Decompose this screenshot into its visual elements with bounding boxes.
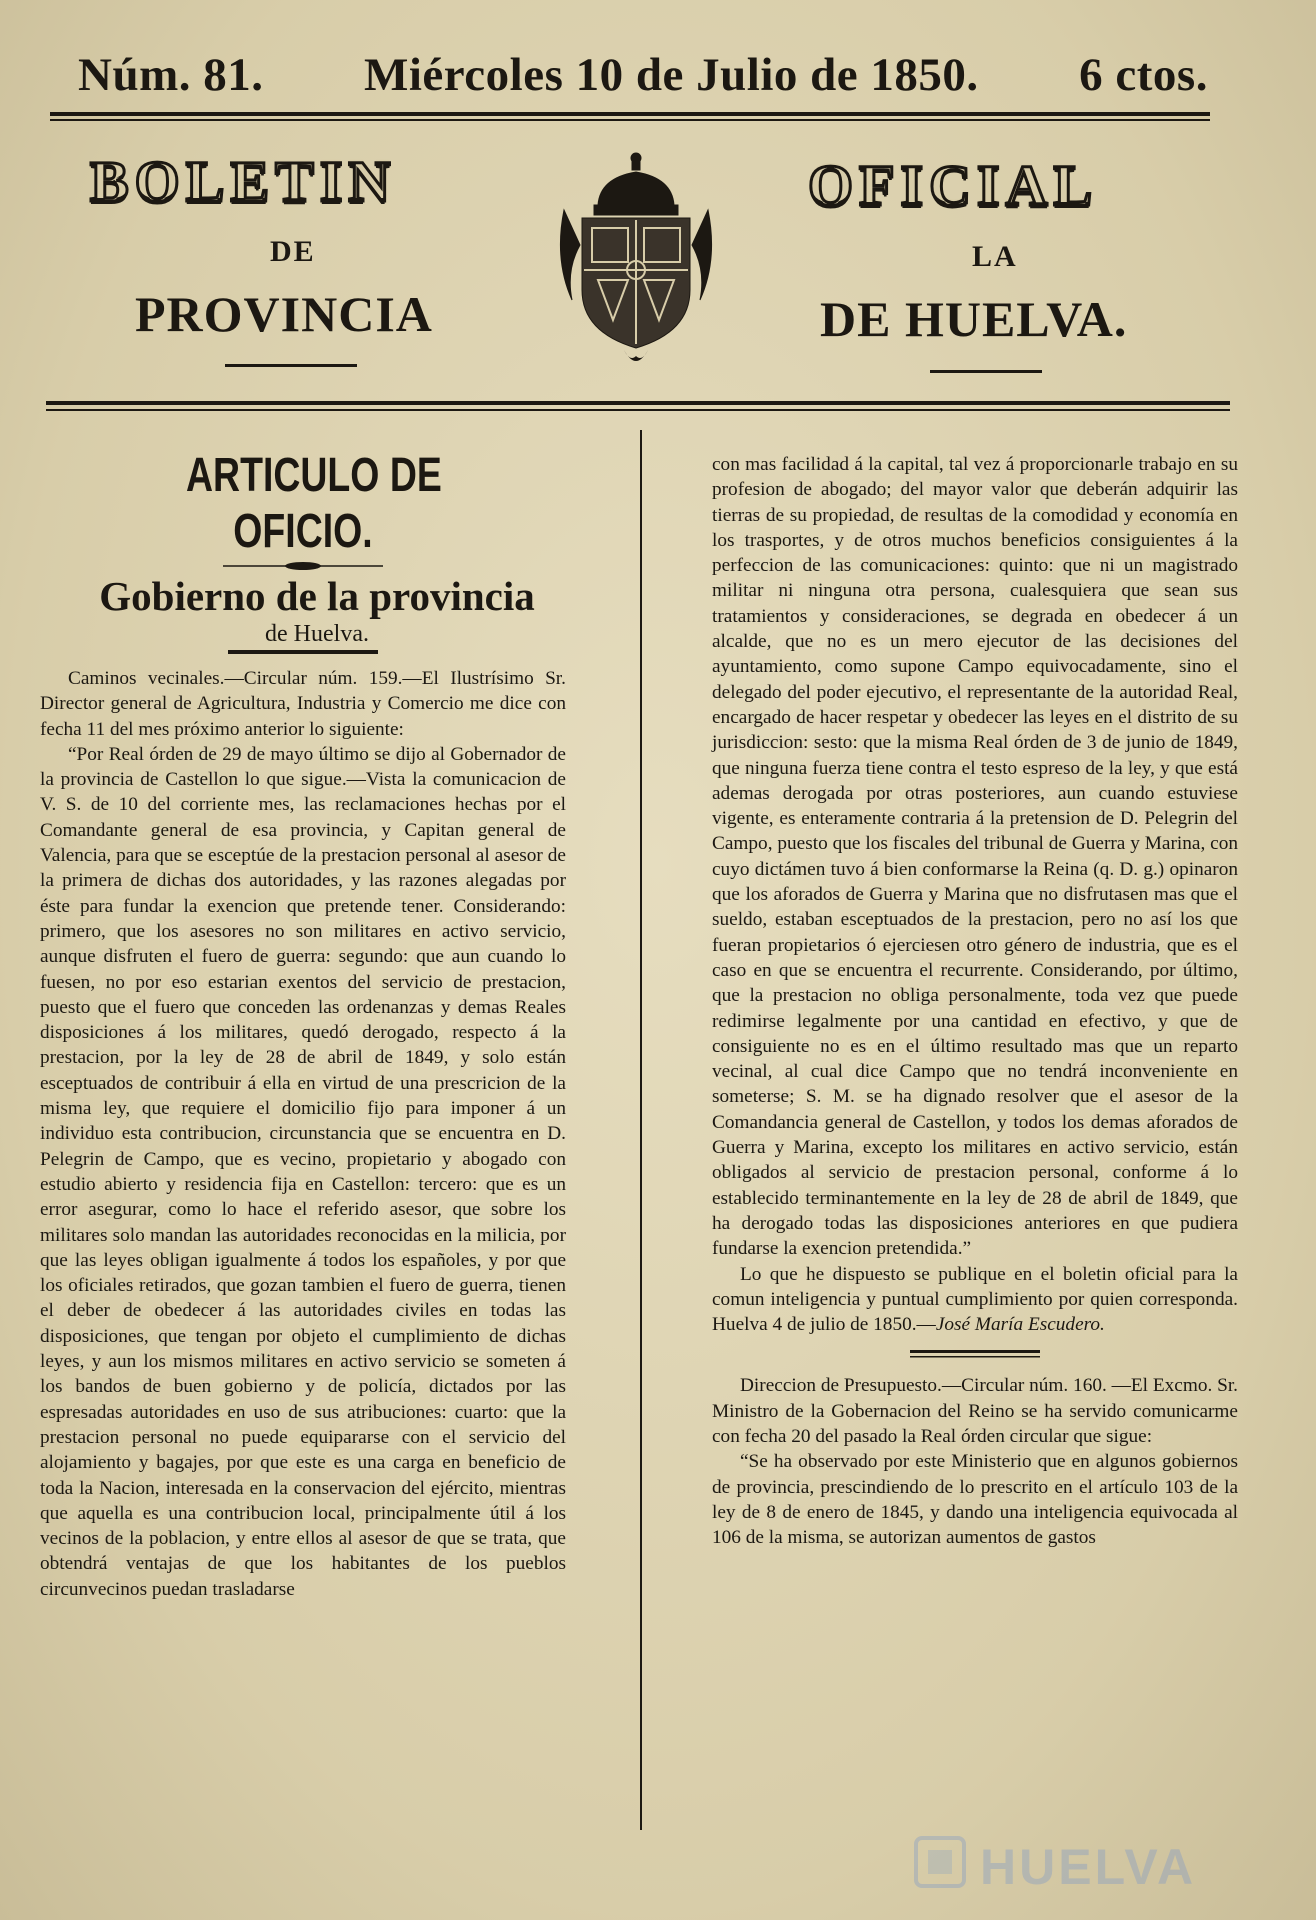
circular-159-intro: Caminos vecinales.—Circular núm. 159.—El Ilustrísimo Sr. Director general de Agricultura, Industria y Comercio me dice con fecha 11 del mes próximo anterior lo siguiente: [40,668,566,740]
masthead [78,40,1208,110]
issue-price: 6 ctos. [1079,49,1208,101]
title-la: LA [972,240,1018,273]
issue-date: Miércoles 10 de Julio de 1850. [364,49,979,101]
right-column [712,452,1238,1550]
real-orden-text: “Por Real órden de 29 de mayo último se dijo al Gobernador de la provincia de Castellon lo que sigue.—Vista la comunicacion de V. S. de 10 del corriente mes, las reclamaciones hechas por el Comandante general de esa provincia, y Capitan general de Valencia, para que se esceptúe de la prestacion personal al asesor de la primera de dichas dos autoridades, y las razones alegadas por éste para fundar la exencion que pretende tener. Considerando: primero, que los asesores no son militares en activo servicio, aunque disfruten el fuero de guerra: segundo: que aun cuando lo fuesen, no por eso estarian exentos del servicio de prestacion, puesto que el fuero que conceden las ordenanzas y demas Reales disposiciones á los militares, quedó derogado, respecto á la prestacion, por la ley de 28 de abril de 1849, y solo están esceptuados de contribuir á ella en virtud de una prescricion de la misma ley, que requiere el domicilio fijo para imponer á un individuo esta contribucion, circunstancia que se encuentra en D. Pelegrin de Campo, que es vecino, propietario y abogado con estudio abierto y residencia fija en Castellon: tercero: que es un error asegurar, como lo hace el referido asesor, que sobre los militares solo mandan las autoridades reconocidas en la milicia, por que las leyes obligan igualmente á todos los españoles, y por que los oficiales retirados, que gozan tambien el fuero de guerra, tienen el deber de obedecer á las autoridades civiles en todas las disposiciones, que tengan por objeto el cumplimiento de dichas leyes, y aun los mismos militares en activo servicio se someten á los bandos de buen gobierno y de policía, dictados por las espresadas autoridades en uso de sus atribuciones: cuarto: que la prestacion personal no puede equipararse con el servicio del alojamiento y bagajes, por que este es una carga en beneficio de toda la Nacion, interesada en la conservacion del ejército, mientras que aquella es una contribucion local, principalmente útil á los vecinos de la poblacion, y entre ellos al asesor de que se trata, que obtendrá ventajas de que los habitantes de los pueblos circunvecinos puedan trasladarse [40,743,566,1600]
publication-note-text: Lo que he dispuesto se publique en el boletin oficial para la comun inteligencia y puntual cumplimiento por quien corresponda. Huelva 4 de julio de 1850.— [712,1263,1238,1336]
title-underline-left [225,364,357,367]
title-de-huelva: DE HUELVA. [820,291,1128,347]
ornament-icon [223,560,383,572]
real-orden-continuation: con mas facilidad á la capital, tal vez á proporcionarle trabajo en su profesion de abogado; del mayor valor que deberán adquirir las tierras de su propiedad, de resultas de la comodidad y economía en los trasportes, y de otros muchos beneficios consiguientes á la perfeccion de las comunicaciones: quinto: que ni un magistrado militar ni ninguna otra persona, cualesquiera que sean sus tratamientos y consideraciones, se degrada en obedecer á un alcalde, que no es un mero ejecutor de las decisiones del ayuntamiento, como supone Campo equivocadamente, sino el delegado del poder ejecutivo, el representante de la autoridad Real, encargado de hacer respetar y obedecer las leyes en el distrito de su jurisdiccion: sesto: que la misma Real órden de 3 de junio de 1849, que ninguna fuerza tiene contra el testo espreso de la ley, y que está ademas derogada por otras posteriores, aun cuando estuviese vigente, es enteramente contraria á la pretension de D. Pelegrin del Campo, puesto que los fiscales del tribunal de Guerra y Marina, con cuyo dictámen tuvo á bien conformarse la Reina (q. D. g.) opinaron que los aforados de Guerra y Marina que no disfrutasen mas que el sueldo, estaban esceptuados de la prestacion, pero no así los que fueran propietarios ó ejerciesen otro género de industria, que es el caso en que se encuentra el recurrente. Considerando, por último, que la prestacion no obliga personalmente, toda vez que puede redimirse legalmente por una cantidad en efectivo, y que de consiguiente no es en el último resultado mas que un reparto vecinal, al cual dice Campo que no tendrá inconveniente en someterse; S. M. se ha dignado resolver que el asesor de la Comandancia general de Castellon, y todos los demas aforados de Guerra y Marina, excepto los militares en activo servicio, están obligados al servicio de prestacion personal, conforme á lo establecido terminantemente en la ley de 28 de abril de 1849, que ha derogado todas las disposiciones anteriores en que pudiera fundarse la exencion pretendida.” [712,454,1238,1260]
signature: José María Escudero. [935,1314,1105,1336]
archive-watermark-icon [912,1832,972,1892]
section-heading: Gobierno de la provincia [99,573,535,619]
archive-watermark: HUELVA [980,1839,1197,1895]
coat-of-arms-icon [558,150,714,372]
column-divider [640,430,642,1830]
article-heading: ARTICULO DE OFICIO. [186,449,442,558]
masthead-rule-bottom [50,119,1210,121]
issue-number: Núm. 81. [78,49,264,101]
section-separator-icon [910,1347,1040,1361]
header-rule-top [46,401,1230,405]
section-subheading: de Huelva. [265,621,369,647]
title-de: DE [270,235,316,268]
title-boletin: BOLETIN [90,149,397,214]
header-rule-bottom [46,409,1230,411]
circular-160-text: “Se ha observado por este Ministerio que en algunos gobiernos de provincia, prescindiendo de lo prescrito en el artículo 103 de la ley de 8 de enero de 1845, y dando una inteligencia equivocada al 106 de la misma, se autorizan aumentos de gastos [712,1451,1238,1549]
title-underline-right [930,370,1042,373]
masthead-rule-top [50,112,1210,116]
divider-rule-icon [228,648,378,656]
circular-160-intro: Direccion de Presupuesto.—Circular núm. 160. —El Excmo. Sr. Ministro de la Gobernacion del Reino se ha servido comunicarme con fecha 20 del pasado la Real órden circular que sigue: [712,1375,1239,1447]
title-oficial: OFICIAL [808,153,1099,218]
publication-note [712,1262,1238,1338]
left-column [40,448,566,1602]
title-provincia: PROVINCIA [135,286,433,342]
